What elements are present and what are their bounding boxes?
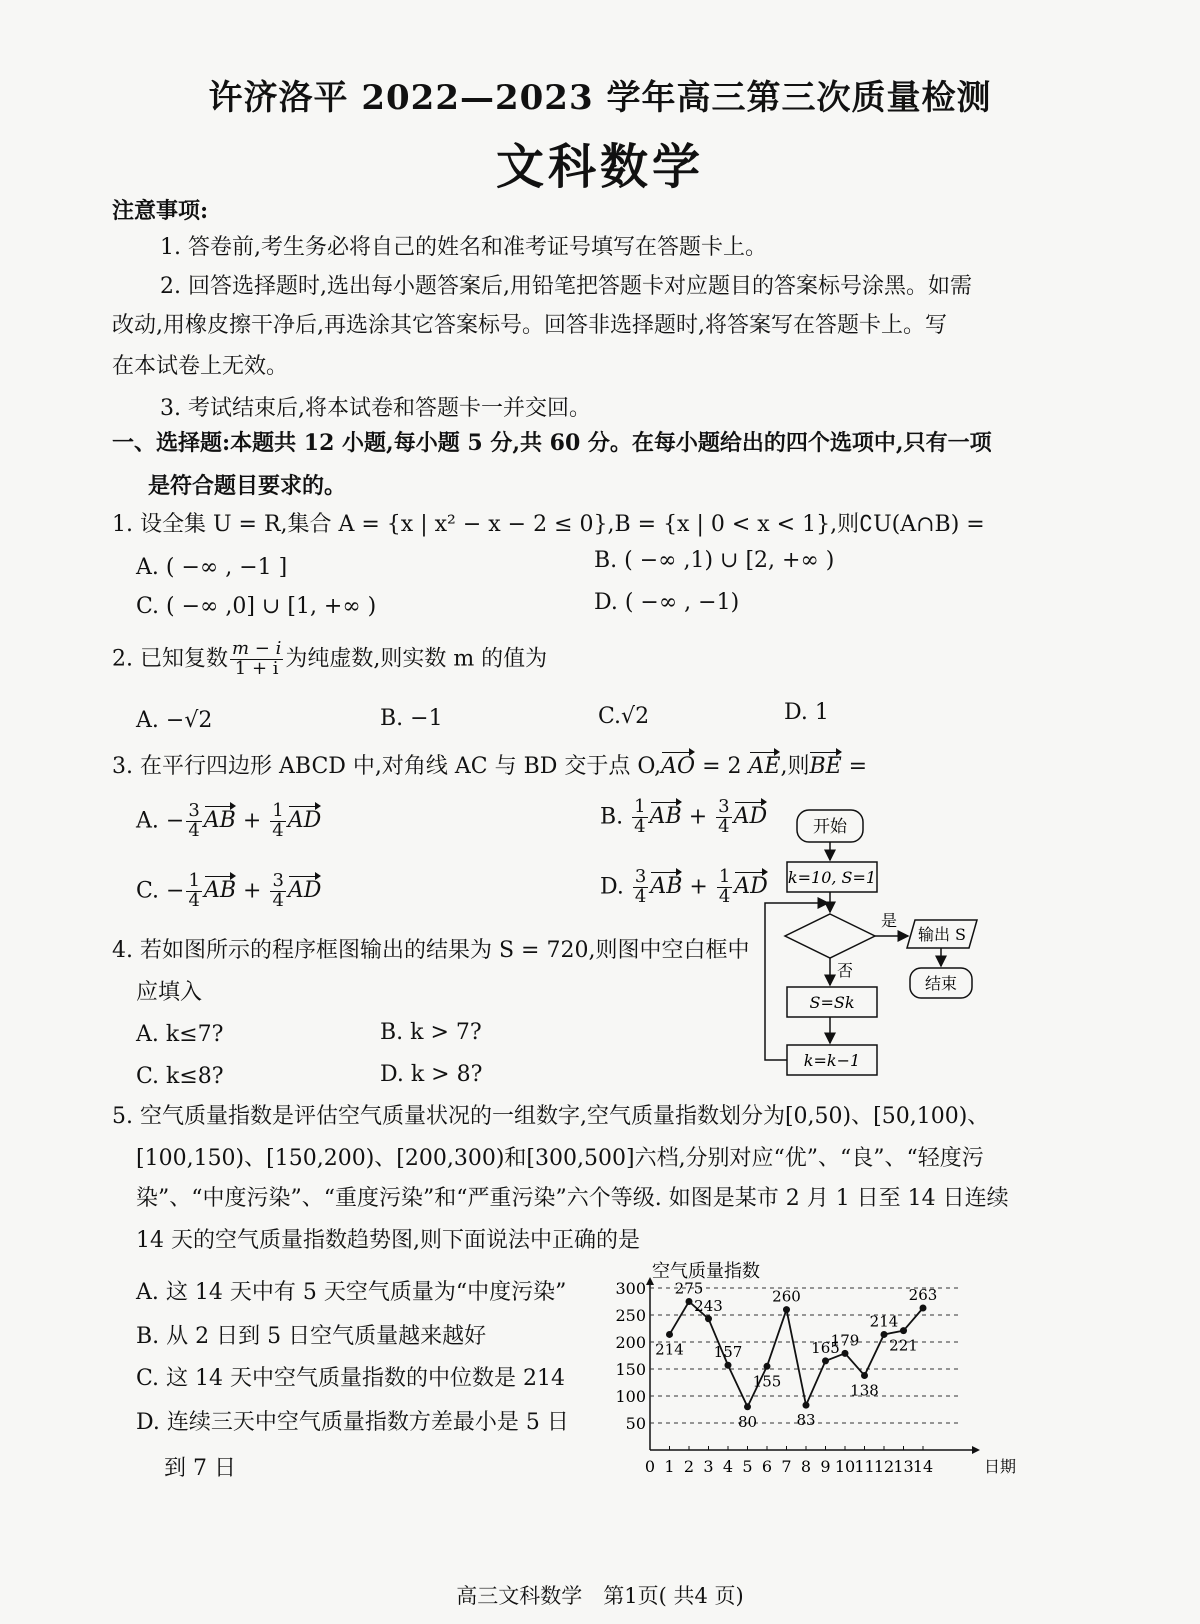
y-tick-label: 100 — [615, 1387, 646, 1406]
flowchart — [755, 800, 990, 1095]
flow-start-label: 开始 — [813, 817, 847, 837]
y-tick-label: 250 — [615, 1306, 646, 1325]
q5-option-c: C. 这 14 天中空气质量指数的中位数是 214 — [136, 1366, 566, 1391]
frac-num: 3 — [188, 800, 200, 821]
section-heading-2: 是符合题目要求的。 — [148, 473, 347, 499]
data-point — [764, 1363, 771, 1370]
q2-stem-post: 为纯虚数,则实数 m 的值为 — [285, 646, 548, 672]
data-point — [861, 1372, 868, 1379]
data-label: 83 — [796, 1411, 816, 1430]
x-tick-label: 4 — [722, 1457, 734, 1476]
data-label: 179 — [830, 1331, 860, 1350]
frac-num: 1 — [634, 796, 646, 817]
q3-c-plus: + — [243, 878, 262, 904]
vector-ad: AD — [287, 808, 322, 834]
y-tick-label: 300 — [615, 1279, 646, 1298]
q2-option-c — [598, 704, 649, 730]
flow-end-label: 结束 — [924, 974, 958, 993]
q3-option-b — [600, 798, 767, 837]
data-label: 80 — [737, 1412, 758, 1431]
frac-num: 1 — [272, 800, 284, 821]
x-tick-label: 13 — [893, 1457, 914, 1476]
q1-stem: 1. 设全集 U = R,集合 A = {x | x² − x − 2 ≤ 0},B = {x | 0 < x < 1},则∁U(A∩B) = — [112, 512, 985, 537]
x-tick-label: 14 — [912, 1457, 934, 1476]
q5-option-b: B. 从 2 日到 5 日空气质量越来越好 — [136, 1324, 487, 1349]
flow-output-label: 输出 S — [917, 925, 967, 944]
q2-option-c-label: C. — [598, 704, 622, 729]
x-tick-label: 3 — [703, 1457, 714, 1476]
data-point — [705, 1315, 712, 1322]
q4-line-1: 4. 若如图所示的程序框图输出的结果为 S = 720,则图中空白框中 — [112, 938, 750, 963]
q3-a-label: A. — [136, 808, 159, 834]
frac-den: 4 — [188, 819, 200, 841]
q2-option-b: B. −1 — [380, 706, 443, 731]
data-label: 157 — [713, 1343, 743, 1362]
page-footer: 高三文科数学 第1页( 共4 页) — [456, 1584, 744, 1608]
data-point — [783, 1306, 790, 1313]
exam-title: 许济洛平 2022—2023 学年高三第三次质量检测 — [208, 78, 992, 118]
q3-option-d — [600, 868, 768, 907]
q3-stem-pre: 3. 在平行四边形 ABCD 中,对角线 AC 与 BD 交于点 O, — [112, 754, 662, 779]
q3-mid: ,则 — [780, 754, 810, 779]
q5-option-d-cont: 到 7 日 — [164, 1456, 236, 1481]
q2-option-d: D. 1 — [784, 700, 829, 725]
q4-line-2: 应填入 — [136, 980, 203, 1005]
q2-option-c-value: √2 — [621, 704, 650, 729]
data-label: 221 — [889, 1336, 918, 1355]
vector-ab: AB — [203, 808, 236, 834]
q3-c-label: C. — [136, 878, 160, 904]
frac-num: 1 — [188, 870, 200, 891]
x-tick-label: 7 — [781, 1457, 792, 1476]
q2-stem-pre: 2. 已知复数 — [112, 646, 228, 672]
data-label: 138 — [850, 1381, 879, 1400]
x-tick-label: 8 — [800, 1457, 812, 1476]
y-tick-label: 200 — [615, 1333, 646, 1352]
section-heading-1: 一、选择题:本题共 12 小题,每小题 5 分,共 60 分。在每小题给出的四个选项中,只有一项 — [112, 430, 992, 456]
frac-num: 3 — [634, 866, 647, 887]
x-tick-label: 12 — [873, 1457, 895, 1476]
q3-option-a — [136, 802, 321, 841]
q2-fraction-num: m − i — [231, 638, 282, 659]
q3-a-frac2 — [270, 802, 285, 841]
data-label: 275 — [674, 1279, 704, 1298]
data-point — [686, 1298, 693, 1305]
vector-ad: AD — [733, 804, 768, 830]
vector-ab: AB — [650, 874, 683, 900]
q4-option-c: C. k≤8? — [136, 1064, 224, 1089]
data-point — [725, 1362, 732, 1369]
y-tick-label: 50 — [625, 1414, 646, 1433]
q2-stem — [112, 640, 547, 679]
flow-no-label: 否 — [836, 961, 854, 980]
q3-c-frac1 — [186, 872, 201, 911]
q3-tail: = — [841, 754, 868, 779]
q4-option-b: B. k > 7? — [380, 1020, 482, 1045]
vector-ad: AD — [734, 874, 768, 900]
q2-option-a-label: A. — [136, 708, 159, 733]
aqi-line-chart — [600, 1255, 1017, 1485]
q1-option-b: B. ( −∞ ,1) ∪ [2, +∞ ) — [594, 548, 835, 573]
q3-d-frac2 — [717, 868, 732, 907]
x-axis-arrow — [972, 1446, 980, 1454]
frac-den: 4 — [718, 815, 730, 837]
q5-line-2: [100,150)、[150,200)、[200,300)和[300,500]六档,分别对应“优”、“良”、“轻度污 — [136, 1146, 984, 1171]
x-tick-label: 2 — [683, 1457, 695, 1476]
q5-option-a: A. 这 14 天中有 5 天空气质量为“中度污染” — [136, 1280, 567, 1305]
data-label: 214 — [869, 1312, 899, 1331]
frac-num: 3 — [718, 796, 730, 817]
q3-b-plus: + — [688, 804, 708, 830]
q3-c-minus: − — [166, 878, 185, 904]
data-point — [881, 1331, 888, 1338]
x-tick-label: 1 — [664, 1457, 675, 1476]
frac-den: 4 — [272, 889, 284, 911]
q3-d-frac1 — [633, 868, 648, 907]
x-tick-label: 0 — [644, 1457, 656, 1476]
subject-title: 文科数学 — [495, 139, 704, 195]
notice-line-2b: 改动,用橡皮擦干净后,再选涂其它答案标号。回答非选择题时,将答案写在答题卡上。写 — [112, 313, 947, 338]
flow-decision-diamond — [785, 914, 875, 958]
notice-heading: 注意事项: — [112, 198, 209, 224]
q3-a-plus: + — [242, 808, 262, 834]
q5-line-1: 5. 空气质量指数是评估空气质量状况的一组数字,空气质量指数划分为[0,50)、[50,100)、 — [112, 1104, 990, 1129]
x-tick-label: 6 — [761, 1457, 773, 1476]
q4-option-a: A. k≤7? — [136, 1022, 224, 1047]
data-point — [900, 1327, 907, 1334]
data-point — [842, 1350, 849, 1357]
y-tick-label: 150 — [615, 1360, 646, 1379]
vector-ab: AB — [649, 804, 682, 830]
vector-ae: AE — [748, 754, 781, 779]
flow-update-s-label: S=Sk — [809, 993, 855, 1012]
data-point — [744, 1403, 751, 1410]
flow-update-k-label: k=k−1 — [803, 1051, 861, 1070]
q3-b-frac2 — [716, 798, 731, 837]
frac-den: 4 — [718, 885, 731, 907]
q5-line-4: 14 天的空气质量指数趋势图,则下面说法中正确的是 — [136, 1228, 640, 1253]
q3-option-c — [136, 872, 321, 911]
q4-option-d: D. k > 8? — [380, 1062, 483, 1087]
data-label: 260 — [772, 1287, 801, 1306]
vector-be: BE — [809, 754, 842, 779]
frac-num: 1 — [718, 866, 731, 887]
chart-title: 空气质量指数 — [652, 1261, 760, 1282]
data-label: 155 — [752, 1372, 782, 1391]
frac-den: 4 — [634, 815, 646, 837]
q3-d-label: D. — [600, 874, 624, 900]
q1-option-c: C. ( −∞ ,0] ∪ [1, +∞ ) — [136, 594, 377, 619]
x-axis-label: 日期 — [984, 1457, 1017, 1476]
q2-option-a — [136, 708, 212, 734]
data-label: 243 — [694, 1296, 723, 1315]
notice-line-3: 3. 考试结束后,将本试卷和答题卡一并交回。 — [160, 396, 591, 421]
vector-ao: AO — [661, 754, 696, 779]
q3-a-frac1 — [186, 802, 201, 841]
q1-option-a: A. ( −∞ , −1 ] — [136, 555, 288, 580]
flow-init-label: k=10, S=1 — [787, 868, 877, 887]
q5-option-d: D. 连续三天中空气质量指数方差最小是 5 日 — [136, 1410, 569, 1435]
data-label: 214 — [655, 1340, 684, 1359]
q3-c-frac2 — [270, 872, 285, 911]
frac-den: 4 — [272, 819, 284, 841]
notice-line-2c: 在本试卷上无效。 — [112, 354, 289, 379]
q3-b-label: B. — [600, 804, 624, 830]
data-point — [803, 1402, 810, 1409]
q3-d-plus: + — [689, 874, 708, 900]
q5-line-3: 染”、“中度污染”、“重度污染”和“严重污染”六个等级. 如图是某市 2 月 1 日至 14 日连续 — [136, 1186, 1009, 1211]
q3-eq: = 2 — [695, 754, 749, 779]
data-point — [822, 1357, 829, 1364]
data-label: 165 — [811, 1338, 840, 1357]
x-tick-label: 10 — [834, 1457, 856, 1476]
frac-den: 4 — [634, 885, 647, 907]
vector-ad: AD — [287, 878, 322, 904]
data-label: 263 — [908, 1285, 938, 1304]
q3-a-minus: − — [165, 808, 185, 834]
data-point — [666, 1331, 673, 1338]
x-tick-label: 5 — [742, 1457, 753, 1476]
frac-num: 3 — [272, 870, 284, 891]
q1-option-d: D. ( −∞ , −1) — [594, 590, 740, 615]
vector-ab: AB — [203, 878, 236, 904]
q2-fraction — [230, 640, 283, 679]
q2-fraction-den: 1 + i — [234, 657, 279, 679]
q3-stem — [112, 754, 867, 780]
notice-line-1: 1. 答卷前,考生务必将自己的姓名和准考证号填写在答题卡上。 — [160, 235, 767, 260]
q3-b-frac1 — [632, 798, 647, 837]
notice-line-2a: 2. 回答选择题时,选出每小题答案后,用铅笔把答题卡对应题目的答案标号涂黑。如需 — [160, 274, 972, 299]
q2-option-a-value: −√2 — [165, 708, 213, 733]
flow-yes-label: 是 — [880, 911, 898, 930]
frac-den: 4 — [188, 889, 200, 911]
data-point — [920, 1304, 927, 1311]
x-tick-label: 11 — [854, 1457, 875, 1476]
x-tick-label: 9 — [820, 1457, 831, 1476]
